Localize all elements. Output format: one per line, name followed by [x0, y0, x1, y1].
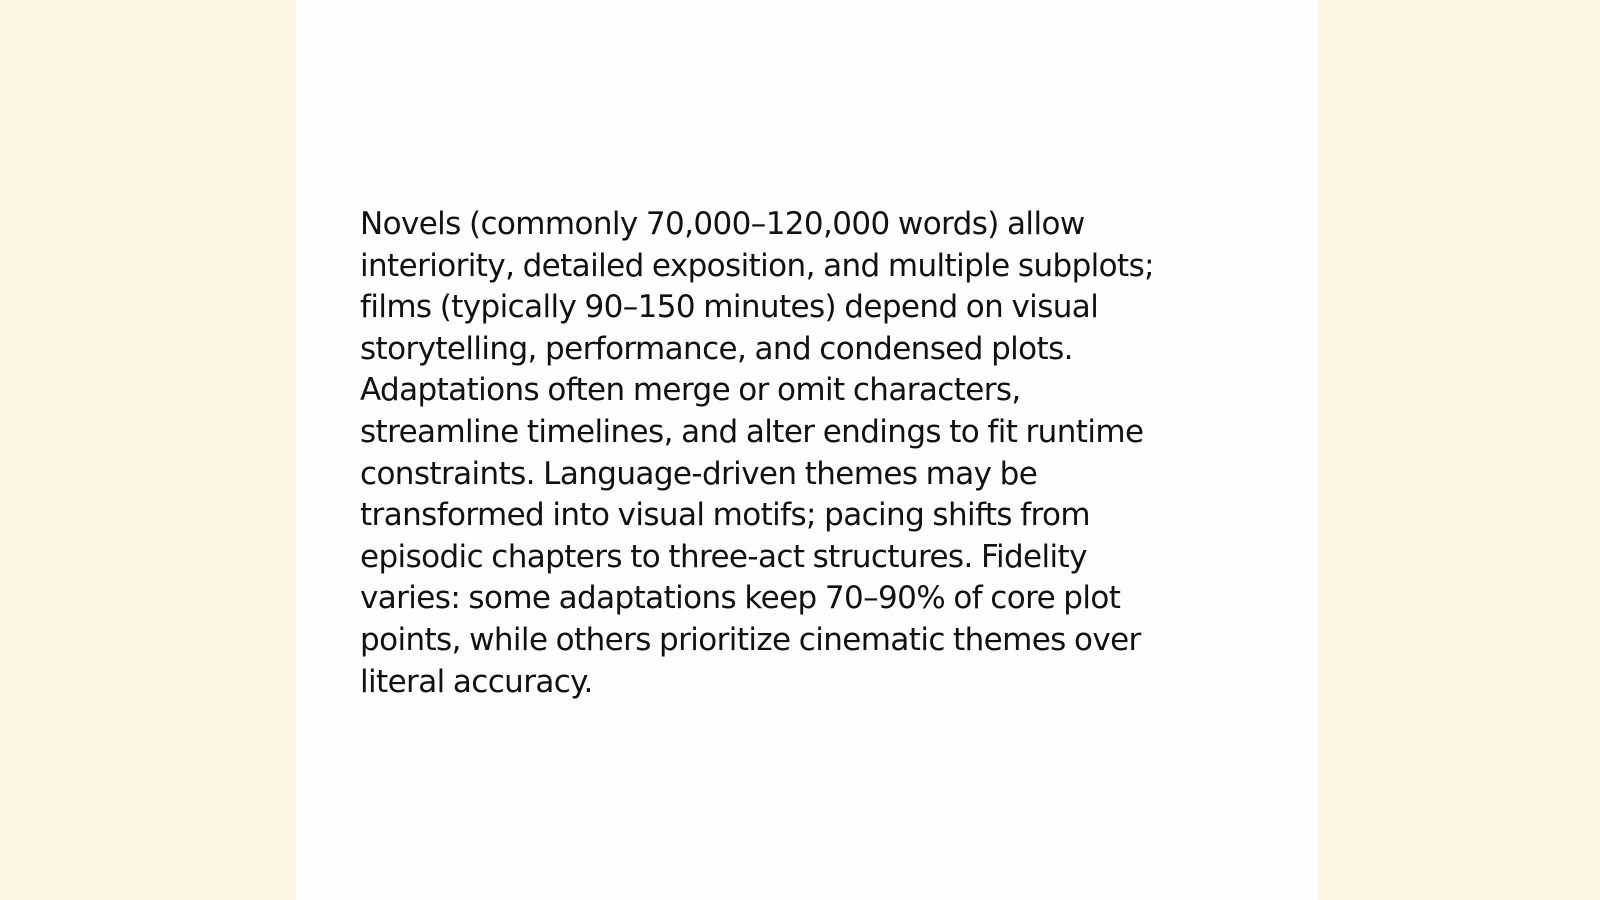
body-paragraph — [360, 204, 1260, 703]
paragraph-line: episodic chapters to three-act structures. Fidelity — [360, 538, 1087, 575]
paragraph-line: Novels (commonly 70,000–120,000 words) allow — [360, 206, 1085, 242]
paragraph-line: constraints. Language-driven themes may be — [360, 455, 1038, 492]
paragraph-line: streamline timelines, and alter endings to fit runtime — [360, 413, 1144, 450]
paragraph-line: points, while others prioritize cinematic themes over — [360, 621, 1141, 658]
paragraph-line: films (typically 90–150 minutes) depend on visual — [360, 289, 1099, 326]
document-page — [296, 0, 1318, 900]
paragraph-line: transformed into visual motifs; pacing shifts from — [360, 497, 1090, 534]
paragraph-line: literal accuracy. — [360, 663, 593, 700]
paragraph-line: Adaptations often merge or omit characters, — [360, 372, 1021, 409]
paragraph-line: varies: some adaptations keep 70–90% of core plot — [360, 580, 1121, 617]
paragraph-line: storytelling, performance, and condensed plots. — [360, 330, 1073, 367]
paragraph-line: interiority, detailed exposition, and multiple subplots; — [360, 247, 1154, 284]
